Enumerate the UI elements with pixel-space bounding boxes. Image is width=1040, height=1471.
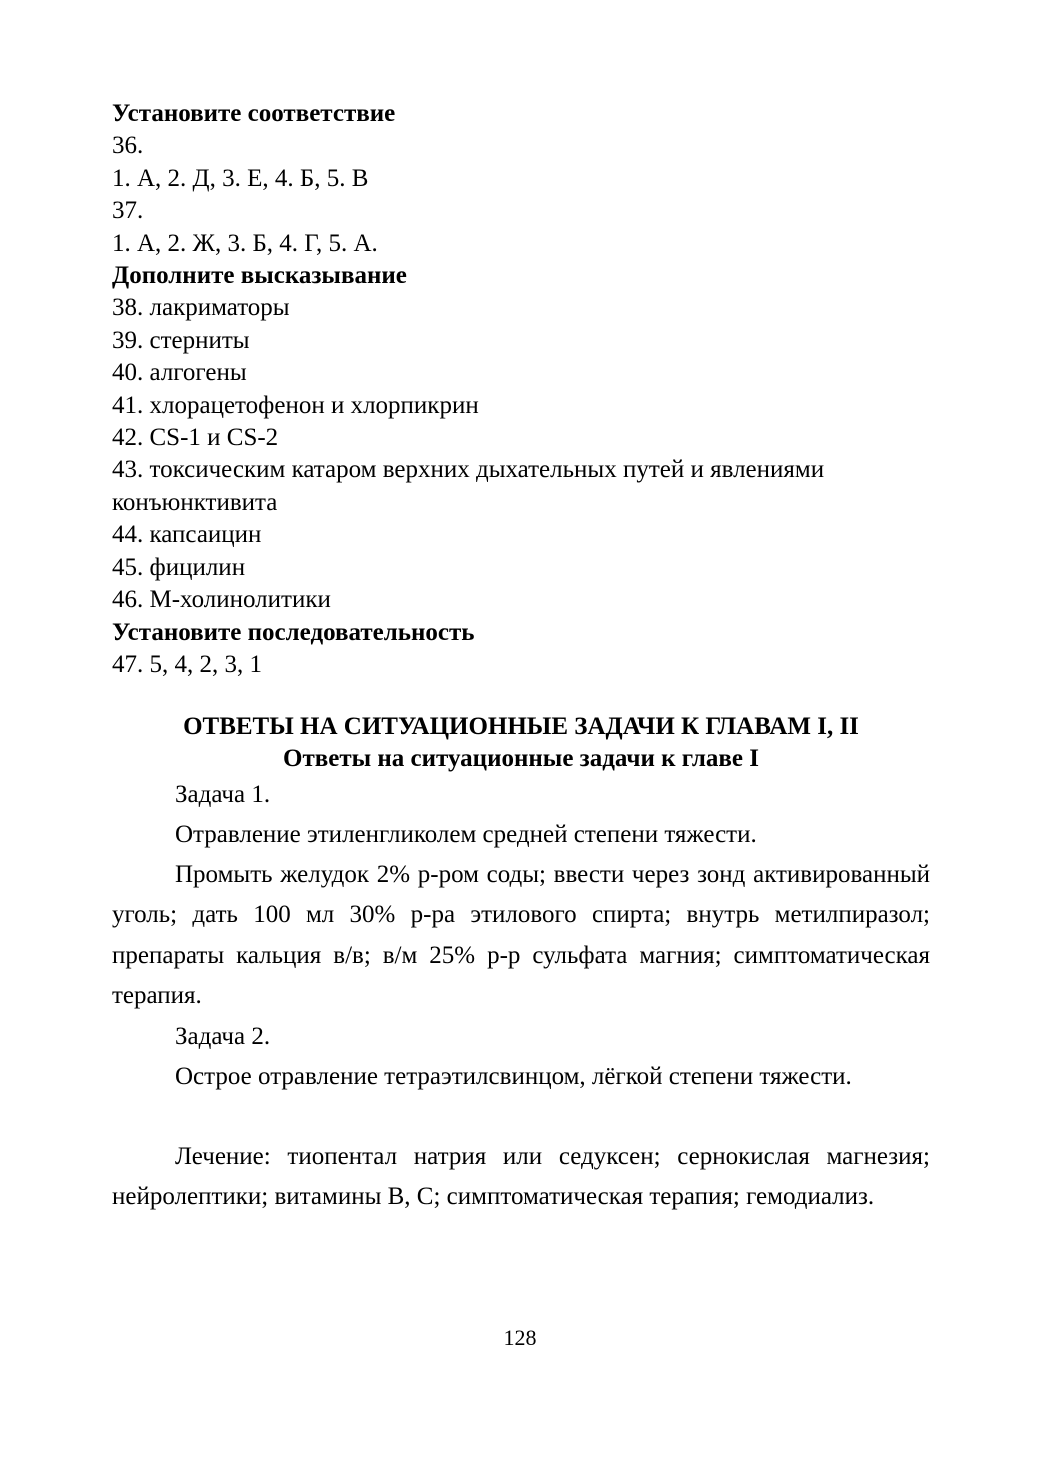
answer-45: 45. фицилин xyxy=(112,553,246,581)
section-heading-sequence: Установите последовательность xyxy=(112,618,475,646)
answer-40: 40. алгогены xyxy=(112,359,247,387)
question-36-answer: 1. А, 2. Д, 3. Е, 4. Б, 5. В xyxy=(112,164,369,192)
question-36-number: 36. xyxy=(112,132,144,160)
question-37-number: 37. xyxy=(112,197,144,225)
task-2-diagnosis: Острое отравление тетраэтилсвинцом, лёгкой степени тяжести. xyxy=(175,1063,852,1090)
task-2-treatment: Лечение: тиопентал натрия или седуксен; сернокислая магнезия; нейролептики; витамины В, С; симптоматическая терапия; гемодиализ. xyxy=(112,1143,930,1211)
answer-42: 42. CS-1 и CS-2 xyxy=(112,424,279,452)
answer-47: 47. 5, 4, 2, 3, 1 xyxy=(112,650,262,678)
page-number: 128 xyxy=(503,1325,537,1350)
answers-block xyxy=(112,98,930,681)
section-heading-match: Установите соответствие xyxy=(112,100,396,127)
answer-43: 43. токсическим катаром верхних дыхательных путей и явлениями конъюнктивита xyxy=(112,456,825,516)
answer-44: 44. капсаицин xyxy=(112,521,262,549)
question-37-answer: 1. А, 2. Ж, 3. Б, 4. Г, 5. А. xyxy=(112,229,378,257)
answer-38: 38. лакриматоры xyxy=(112,294,290,322)
task-1-diagnosis: Отравление этиленгликолем средней степени тяжести. xyxy=(175,821,757,848)
chapter-title: ОТВЕТЫ НА СИТУАЦИОННЫЕ ЗАДАЧИ К ГЛАВАМ I, II xyxy=(183,713,859,740)
task-1-label: Задача 1. xyxy=(175,781,271,808)
answer-46: 46. М-холинолитики xyxy=(112,586,331,614)
answer-41: 41. хлорацетофенон и хлорпикрин xyxy=(112,391,479,419)
chapter-subtitle: Ответы на ситуационные задачи к главе I xyxy=(283,745,759,772)
task-2-label: Задача 2. xyxy=(175,1023,271,1050)
answer-39: 39. стерниты xyxy=(112,326,250,354)
task-1-treatment: Промыть желудок 2% р-ром соды; ввести через зонд активированный уголь; дать 100 мл 30% р-ра этилового спирта; внутрь метилпиразол; препараты кальция в/в; в/м 25% р-р сульфата магния; симптоматическая терапия. xyxy=(112,861,930,1009)
section-heading-complete: Дополните высказывание xyxy=(112,262,407,290)
